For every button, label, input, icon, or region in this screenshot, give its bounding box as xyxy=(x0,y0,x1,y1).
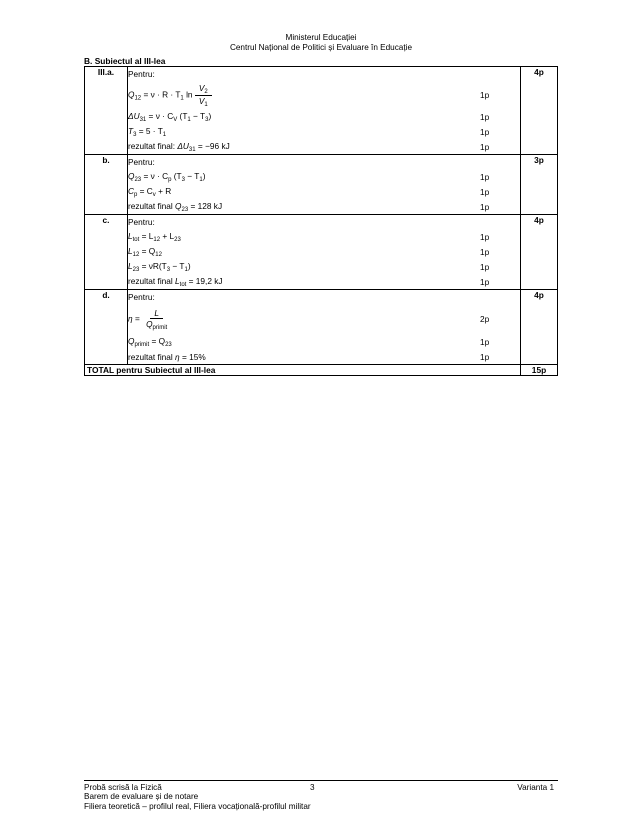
result-line: rezultat final $L_{tot} = 19,2$ kJ 1p xyxy=(128,274,520,289)
item-content xyxy=(128,215,521,290)
item-content xyxy=(128,67,521,155)
variant-label: Varianta 1 xyxy=(517,783,554,792)
item-points: 4p xyxy=(521,67,558,155)
line-points: 1p xyxy=(480,351,490,362)
total-row xyxy=(85,365,558,376)
formula-line: $Q_{primit} = Q_{23}$ 1p xyxy=(128,334,520,349)
line-points: 1p xyxy=(480,246,490,257)
item-content xyxy=(128,155,521,215)
line-points: 2p xyxy=(480,314,490,324)
pentru-label: Pentru: xyxy=(128,69,155,79)
line-points: 1p xyxy=(480,201,490,212)
exam-name: Probă scrisă la Fizică xyxy=(84,783,162,792)
item-label: III.a. xyxy=(85,67,128,155)
pentru-label: Pentru: xyxy=(128,157,155,167)
formula-line: η = $\frac{L}{Q_{primit}}$ 2p xyxy=(128,304,520,334)
pentru-label: Pentru: xyxy=(128,217,155,227)
formula-line: $L_{23} = \nu R(T_3 - T_1)$ 1p xyxy=(128,259,520,274)
page-number: 3 xyxy=(310,783,315,792)
barem-title: Barem de evaluare și de notare xyxy=(84,792,199,802)
formula-line: $L_{tot} = L_{12} + L_{23}$ 1p xyxy=(128,229,520,244)
table-row xyxy=(85,215,558,290)
line-points: 1p xyxy=(480,276,490,287)
item-label: c. xyxy=(85,215,128,290)
line-points: 1p xyxy=(480,186,490,197)
line-points: 1p xyxy=(480,126,490,137)
table-row xyxy=(85,290,558,365)
result-line: rezultat final η = 15% 1p xyxy=(128,349,520,364)
line-points: 1p xyxy=(480,111,490,122)
table-row xyxy=(85,67,558,155)
document-footer xyxy=(84,783,558,811)
volume-ratio: $\frac{V_2}{V_1}$ xyxy=(195,83,212,108)
item-content xyxy=(128,290,521,365)
result-line: rezultat final $Q_{23} = 128$ kJ 1p xyxy=(128,199,520,214)
item-points: 4p xyxy=(521,290,558,365)
line-points: 1p xyxy=(480,90,490,100)
item-points: 4p xyxy=(521,215,558,290)
formula-line: $T_3 = 5 \cdot T_1$ 1p xyxy=(128,124,520,139)
formula-line: $\Delta U_{31} = \nu \cdot C_V$ $(T_1 - T_3)$ 1p xyxy=(128,109,520,124)
total-points: 15p xyxy=(521,365,558,376)
item-label: b. xyxy=(85,155,128,215)
formula-line: $Q_{23} = \nu \cdot C_p$ $(T_3 - T_1)$ 1p xyxy=(128,169,520,184)
total-label: TOTAL pentru Subiectul al III-lea xyxy=(85,365,521,376)
footer-divider xyxy=(84,780,558,781)
line-points: 1p xyxy=(480,261,490,272)
formula-line: $Q_{12} = \nu \cdot R \cdot T_1$ ln $\frac{V_2}{V_1}$ 1p xyxy=(128,81,520,109)
formula-line: $L_{12} = Q_{12}$ 1p xyxy=(128,244,520,259)
formula-line: $C_p = C_v + R$ 1p xyxy=(128,184,520,199)
table-row xyxy=(85,155,558,215)
section-title: B. Subiectul al III-lea xyxy=(84,56,166,66)
ministry-name: Ministerul Educației xyxy=(285,33,357,42)
document-header xyxy=(84,33,558,53)
center-name: Centrul Național de Politici și Evaluare în Educație xyxy=(229,43,413,52)
efficiency-fraction: $\frac{L}{Q_{primit}}$ xyxy=(146,307,168,331)
item-points: 3p xyxy=(521,155,558,215)
filiera-text: Filiera teoretică – profilul real, Filiera vocațională-profilul militar xyxy=(84,801,311,811)
result-line: rezultat final: $\Delta U_{31} = -96$ kJ 1p xyxy=(128,139,520,154)
pentru-label: Pentru: xyxy=(128,292,155,302)
line-points: 1p xyxy=(480,141,490,152)
line-points: 1p xyxy=(480,336,490,347)
grading-table xyxy=(84,66,558,376)
item-label: d. xyxy=(85,290,128,365)
line-points: 1p xyxy=(480,231,490,242)
line-points: 1p xyxy=(480,171,490,182)
